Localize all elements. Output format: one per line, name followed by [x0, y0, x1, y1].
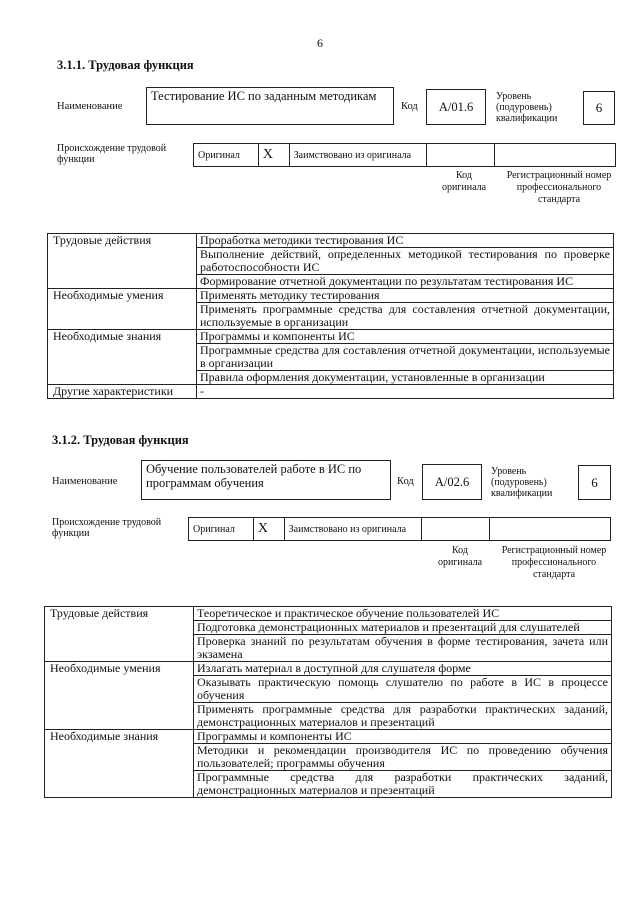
origin-table [188, 517, 611, 541]
item-cell: Проработка методики тестирования ИС [197, 234, 614, 248]
category-cell: Другие характеристики [48, 385, 197, 399]
original-label: Оригинал [194, 144, 259, 167]
item-cell: Применять программные средства для разработки практических заданий, демонстрационных материалов и презентаций [194, 703, 612, 730]
reg-number-cell [489, 518, 610, 541]
orig-code-cell [426, 144, 494, 167]
borrowed-label: Заимствовано из оригинала [284, 518, 421, 541]
original-mark: X [258, 144, 289, 167]
function-name: Тестирование ИС по заданным методикам [146, 87, 394, 125]
name-label: Наименование [52, 476, 118, 487]
item-cell: Теоретическое и практическое обучение пользователей ИС [194, 607, 612, 621]
code-label: Код [401, 101, 418, 112]
item-cell: Применять методику тестирования [197, 289, 614, 303]
item-cell: Формирование отчетной документации по результатам тестирования ИС [197, 275, 614, 289]
level-label: Уровень (подуровень) квалификации [491, 466, 553, 499]
item-cell: Правила оформления документации, установленные в организации [197, 371, 614, 385]
reg-number-label: Регистрационный номер профессионального стандарта [506, 170, 612, 205]
page-number: 6 [317, 36, 323, 50]
item-cell: Программные средства для разработки практических заданий, демонстрационных материалов и презентаций [194, 771, 612, 798]
level-label: Уровень (подуровень) квалификации [496, 91, 558, 124]
item-cell: Методики и рекомендации производителя ИС по проведению обучения пользователей; программы обучения [194, 744, 612, 771]
section-title: 3.1.1. Трудовая функция [57, 58, 194, 72]
level-value: 6 [578, 465, 611, 500]
item-cell: Программные средства для составления отчетной документации, используемые в организации [197, 344, 614, 371]
item-cell: Программы и компоненты ИС [194, 730, 612, 744]
function-name: Обучение пользователей работе в ИС по программам обучения [141, 460, 391, 500]
original-label: Оригинал [189, 518, 254, 541]
category-cell: Трудовые действия [48, 234, 197, 289]
item-cell: Оказывать практическую помощь слушателю по работе в ИС в процессе обучения [194, 676, 612, 703]
level-value: 6 [583, 91, 615, 125]
name-label: Наименование [57, 101, 123, 112]
orig-code-cell [421, 518, 489, 541]
section-title: 3.1.2. Трудовая функция [52, 433, 189, 447]
reg-number-cell [494, 144, 615, 167]
category-cell: Необходимые умения [45, 662, 194, 730]
item-cell: Проверка знаний по результатам обучения в форме тестирования, зачета или экзамена [194, 635, 612, 662]
item-cell: Излагать материал в доступной для слушателя форме [194, 662, 612, 676]
item-cell: Применять программные средства для составления отчетной документации, используемые в организации [197, 303, 614, 330]
activities-table [44, 606, 612, 798]
orig-code-label: Код оригинала [441, 170, 487, 193]
item-cell: Программы и компоненты ИС [197, 330, 614, 344]
item-cell: Выполнение действий, определенных методикой тестирования по проверке работоспособности ИС [197, 248, 614, 275]
category-cell: Необходимые знания [48, 330, 197, 385]
orig-code-label: Код оригинала [437, 545, 483, 568]
item-cell: Подготовка демонстрационных материалов и презентаций для слушателей [194, 621, 612, 635]
original-mark: X [253, 518, 284, 541]
item-cell: - [197, 385, 614, 399]
origin-label: Происхождение трудовой функции [57, 143, 167, 165]
borrowed-label: Заимствовано из оригинала [289, 144, 426, 167]
category-cell: Необходимые знания [45, 730, 194, 798]
category-cell: Необходимые умения [48, 289, 197, 330]
code-label: Код [397, 476, 414, 487]
category-cell: Трудовые действия [45, 607, 194, 662]
activities-table [47, 233, 614, 399]
origin-label: Происхождение трудовой функции [52, 517, 162, 539]
reg-number-label: Регистрационный номер профессионального стандарта [501, 545, 607, 580]
code-value: A/02.6 [422, 464, 482, 500]
code-value: A/01.6 [426, 89, 486, 125]
origin-table [193, 143, 616, 167]
